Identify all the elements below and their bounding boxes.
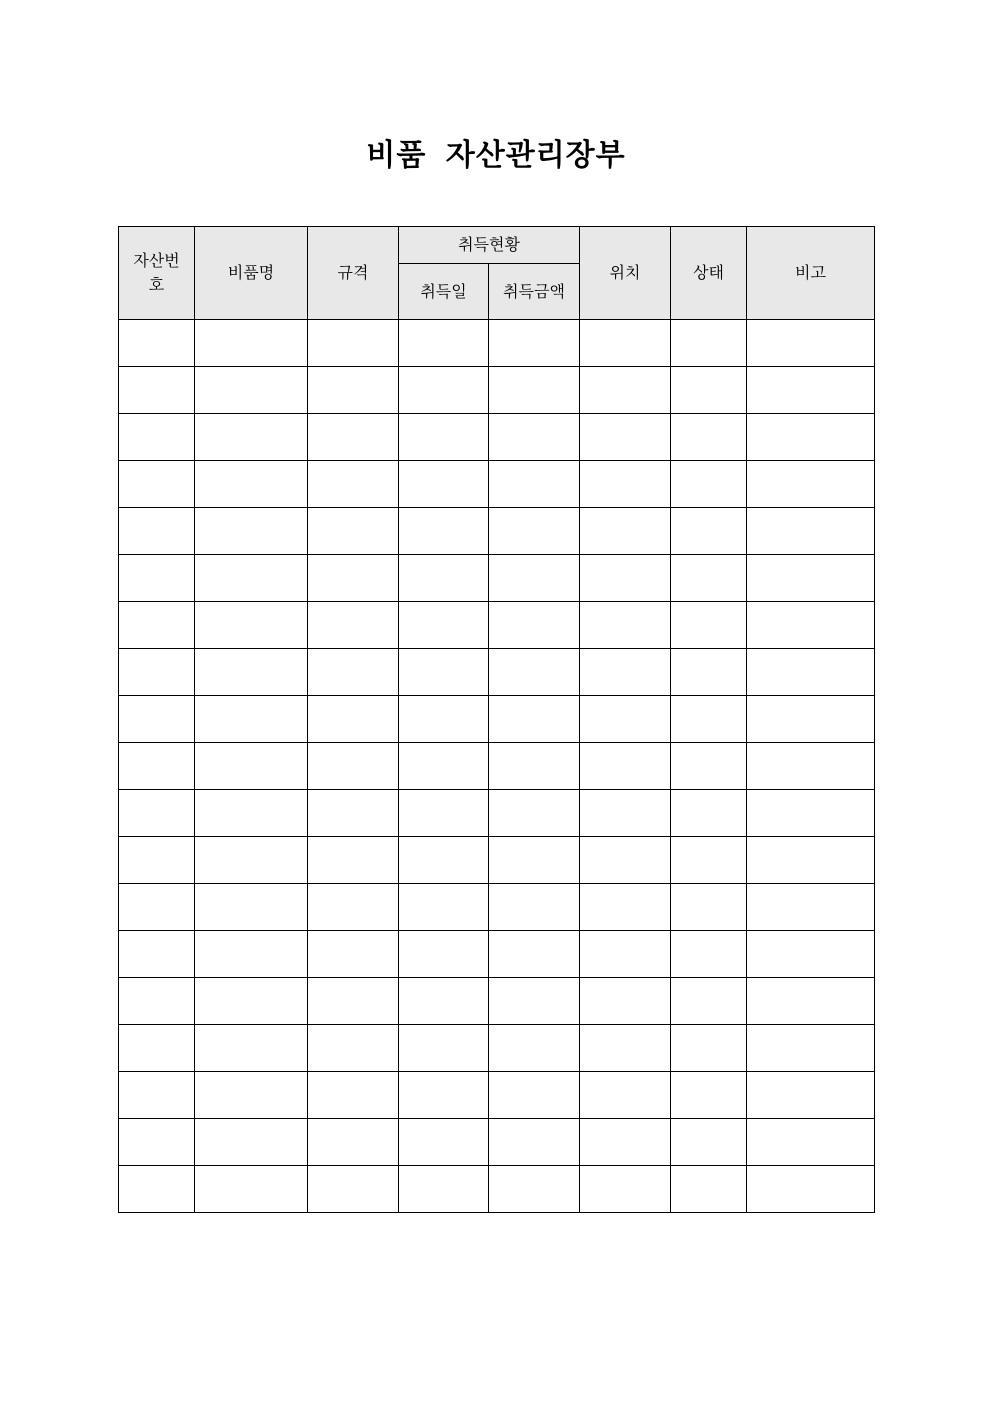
page-title: 비품 자산관리장부 xyxy=(366,138,626,173)
cell-acquisition-amount[interactable] xyxy=(489,1119,580,1166)
cell-spec[interactable] xyxy=(308,884,399,931)
cell-asset-no[interactable] xyxy=(119,414,195,461)
cell-item-name[interactable] xyxy=(195,978,308,1025)
cell-status[interactable] xyxy=(671,837,747,884)
cell-item-name[interactable] xyxy=(195,602,308,649)
cell-item-name[interactable] xyxy=(195,1119,308,1166)
cell-status[interactable] xyxy=(671,1072,747,1119)
cell-status[interactable] xyxy=(671,1166,747,1213)
cell-item-name[interactable] xyxy=(195,508,308,555)
cell-asset-no[interactable] xyxy=(119,931,195,978)
cell-acquisition-date[interactable] xyxy=(399,1025,489,1072)
cell-item-name[interactable] xyxy=(195,837,308,884)
cell-location[interactable] xyxy=(580,461,671,508)
cell-acquisition-amount[interactable] xyxy=(489,649,580,696)
cell-status[interactable] xyxy=(671,555,747,602)
cell-remarks[interactable] xyxy=(747,696,875,743)
cell-acquisition-amount[interactable] xyxy=(489,837,580,884)
table-row xyxy=(119,696,875,743)
cell-acquisition-amount[interactable] xyxy=(489,884,580,931)
asset-ledger-table xyxy=(118,226,875,1213)
cell-location[interactable] xyxy=(580,790,671,837)
table-row xyxy=(119,1119,875,1166)
table-row xyxy=(119,978,875,1025)
cell-acquisition-amount[interactable] xyxy=(489,367,580,414)
cell-remarks[interactable] xyxy=(747,414,875,461)
cell-location[interactable] xyxy=(580,1025,671,1072)
cell-location[interactable] xyxy=(580,414,671,461)
cell-status[interactable] xyxy=(671,1025,747,1072)
cell-item-name[interactable] xyxy=(195,931,308,978)
cell-spec[interactable] xyxy=(308,367,399,414)
cell-remarks[interactable] xyxy=(747,367,875,414)
cell-remarks[interactable] xyxy=(747,1166,875,1213)
cell-acquisition-date[interactable] xyxy=(399,461,489,508)
cell-location[interactable] xyxy=(580,978,671,1025)
cell-acquisition-date[interactable] xyxy=(399,367,489,414)
table-row xyxy=(119,367,875,414)
header-spec: 규격 xyxy=(308,227,399,320)
table-row xyxy=(119,1166,875,1213)
cell-location[interactable] xyxy=(580,931,671,978)
cell-status[interactable] xyxy=(671,696,747,743)
cell-item-name[interactable] xyxy=(195,1025,308,1072)
table-row xyxy=(119,1072,875,1119)
cell-acquisition-amount[interactable] xyxy=(489,320,580,367)
cell-remarks[interactable] xyxy=(747,1072,875,1119)
cell-remarks[interactable] xyxy=(747,1119,875,1166)
cell-spec[interactable] xyxy=(308,508,399,555)
cell-status[interactable] xyxy=(671,884,747,931)
cell-acquisition-amount[interactable] xyxy=(489,1025,580,1072)
cell-item-name[interactable] xyxy=(195,414,308,461)
cell-asset-no[interactable] xyxy=(119,367,195,414)
cell-location[interactable] xyxy=(580,884,671,931)
cell-acquisition-amount[interactable] xyxy=(489,555,580,602)
cell-remarks[interactable] xyxy=(747,602,875,649)
cell-status[interactable] xyxy=(671,649,747,696)
cell-acquisition-date[interactable] xyxy=(399,649,489,696)
cell-status[interactable] xyxy=(671,1119,747,1166)
cell-item-name[interactable] xyxy=(195,790,308,837)
cell-acquisition-date[interactable] xyxy=(399,837,489,884)
cell-status[interactable] xyxy=(671,461,747,508)
cell-remarks[interactable] xyxy=(747,461,875,508)
cell-status[interactable] xyxy=(671,508,747,555)
cell-spec[interactable] xyxy=(308,696,399,743)
cell-remarks[interactable] xyxy=(747,508,875,555)
table-row xyxy=(119,508,875,555)
cell-acquisition-date[interactable] xyxy=(399,1119,489,1166)
header-acquisition-date: 취득일 xyxy=(399,264,489,320)
table-row xyxy=(119,461,875,508)
table-row xyxy=(119,320,875,367)
cell-status[interactable] xyxy=(671,367,747,414)
cell-remarks[interactable] xyxy=(747,837,875,884)
header-location: 위치 xyxy=(580,227,671,320)
cell-item-name[interactable] xyxy=(195,743,308,790)
cell-acquisition-amount[interactable] xyxy=(489,1072,580,1119)
cell-location[interactable] xyxy=(580,508,671,555)
cell-remarks[interactable] xyxy=(747,931,875,978)
cell-spec[interactable] xyxy=(308,1072,399,1119)
cell-item-name[interactable] xyxy=(195,320,308,367)
cell-item-name[interactable] xyxy=(195,367,308,414)
cell-remarks[interactable] xyxy=(747,743,875,790)
cell-spec[interactable] xyxy=(308,1166,399,1213)
table-row xyxy=(119,743,875,790)
cell-location[interactable] xyxy=(580,649,671,696)
header-remarks: 비고 xyxy=(747,227,875,320)
cell-acquisition-amount[interactable] xyxy=(489,602,580,649)
cell-status[interactable] xyxy=(671,602,747,649)
cell-status[interactable] xyxy=(671,790,747,837)
header-status: 상태 xyxy=(671,227,747,320)
cell-asset-no[interactable] xyxy=(119,837,195,884)
cell-acquisition-date[interactable] xyxy=(399,743,489,790)
cell-asset-no[interactable] xyxy=(119,1072,195,1119)
cell-asset-no[interactable] xyxy=(119,743,195,790)
cell-item-name[interactable] xyxy=(195,1072,308,1119)
cell-spec[interactable] xyxy=(308,790,399,837)
cell-acquisition-date[interactable] xyxy=(399,931,489,978)
cell-location[interactable] xyxy=(580,837,671,884)
header-acquisition-status: 취득현황 xyxy=(399,227,580,264)
cell-spec[interactable] xyxy=(308,837,399,884)
cell-acquisition-date[interactable] xyxy=(399,1166,489,1213)
header-item-name: 비품명 xyxy=(195,227,308,320)
table-row xyxy=(119,790,875,837)
cell-remarks[interactable] xyxy=(747,1025,875,1072)
cell-location[interactable] xyxy=(580,555,671,602)
cell-item-name[interactable] xyxy=(195,461,308,508)
table-row xyxy=(119,414,875,461)
cell-asset-no[interactable] xyxy=(119,884,195,931)
cell-asset-no[interactable] xyxy=(119,1119,195,1166)
header-acquisition-amount: 취득금액 xyxy=(489,264,580,320)
cell-acquisition-amount[interactable] xyxy=(489,508,580,555)
cell-asset-no[interactable] xyxy=(119,978,195,1025)
cell-acquisition-amount[interactable] xyxy=(489,1166,580,1213)
cell-acquisition-date[interactable] xyxy=(399,696,489,743)
cell-status[interactable] xyxy=(671,414,747,461)
header-asset-no: 자산번호 xyxy=(119,227,195,320)
cell-status[interactable] xyxy=(671,320,747,367)
cell-location[interactable] xyxy=(580,1119,671,1166)
table-row xyxy=(119,649,875,696)
cell-remarks[interactable] xyxy=(747,790,875,837)
table-row xyxy=(119,1025,875,1072)
cell-location[interactable] xyxy=(580,367,671,414)
cell-asset-no[interactable] xyxy=(119,1025,195,1072)
cell-remarks[interactable] xyxy=(747,649,875,696)
cell-location[interactable] xyxy=(580,602,671,649)
cell-acquisition-amount[interactable] xyxy=(489,931,580,978)
cell-item-name[interactable] xyxy=(195,696,308,743)
cell-asset-no[interactable] xyxy=(119,508,195,555)
cell-spec[interactable] xyxy=(308,978,399,1025)
cell-item-name[interactable] xyxy=(195,884,308,931)
table-row xyxy=(119,931,875,978)
cell-asset-no[interactable] xyxy=(119,320,195,367)
cell-spec[interactable] xyxy=(308,555,399,602)
cell-status[interactable] xyxy=(671,931,747,978)
cell-acquisition-date[interactable] xyxy=(399,884,489,931)
cell-spec[interactable] xyxy=(308,320,399,367)
cell-acquisition-amount[interactable] xyxy=(489,790,580,837)
cell-status[interactable] xyxy=(671,978,747,1025)
table-row xyxy=(119,837,875,884)
cell-asset-no[interactable] xyxy=(119,461,195,508)
cell-location[interactable] xyxy=(580,696,671,743)
cell-spec[interactable] xyxy=(308,931,399,978)
cell-acquisition-date[interactable] xyxy=(399,414,489,461)
table-row xyxy=(119,602,875,649)
cell-location[interactable] xyxy=(580,320,671,367)
cell-asset-no[interactable] xyxy=(119,649,195,696)
cell-asset-no[interactable] xyxy=(119,696,195,743)
cell-item-name[interactable] xyxy=(195,555,308,602)
cell-remarks[interactable] xyxy=(747,884,875,931)
cell-spec[interactable] xyxy=(308,602,399,649)
cell-spec[interactable] xyxy=(308,743,399,790)
cell-spec[interactable] xyxy=(308,1119,399,1166)
cell-item-name[interactable] xyxy=(195,649,308,696)
cell-asset-no[interactable] xyxy=(119,1166,195,1213)
ledger-body xyxy=(119,320,875,1213)
cell-asset-no[interactable] xyxy=(119,790,195,837)
cell-item-name[interactable] xyxy=(195,1166,308,1213)
cell-acquisition-date[interactable] xyxy=(399,1072,489,1119)
cell-acquisition-amount[interactable] xyxy=(489,978,580,1025)
cell-remarks[interactable] xyxy=(747,320,875,367)
cell-asset-no[interactable] xyxy=(119,602,195,649)
cell-asset-no[interactable] xyxy=(119,555,195,602)
cell-acquisition-amount[interactable] xyxy=(489,743,580,790)
cell-remarks[interactable] xyxy=(747,978,875,1025)
cell-remarks[interactable] xyxy=(747,555,875,602)
cell-spec[interactable] xyxy=(308,461,399,508)
table-row xyxy=(119,884,875,931)
cell-acquisition-date[interactable] xyxy=(399,790,489,837)
cell-acquisition-date[interactable] xyxy=(399,320,489,367)
cell-status[interactable] xyxy=(671,743,747,790)
cell-acquisition-date[interactable] xyxy=(399,602,489,649)
cell-acquisition-date[interactable] xyxy=(399,978,489,1025)
cell-spec[interactable] xyxy=(308,414,399,461)
cell-location[interactable] xyxy=(580,1166,671,1213)
cell-acquisition-amount[interactable] xyxy=(489,414,580,461)
cell-location[interactable] xyxy=(580,1072,671,1119)
table-row xyxy=(119,555,875,602)
cell-acquisition-date[interactable] xyxy=(399,508,489,555)
cell-acquisition-amount[interactable] xyxy=(489,461,580,508)
cell-location[interactable] xyxy=(580,743,671,790)
cell-spec[interactable] xyxy=(308,649,399,696)
cell-acquisition-date[interactable] xyxy=(399,555,489,602)
cell-spec[interactable] xyxy=(308,1025,399,1072)
cell-acquisition-amount[interactable] xyxy=(489,696,580,743)
